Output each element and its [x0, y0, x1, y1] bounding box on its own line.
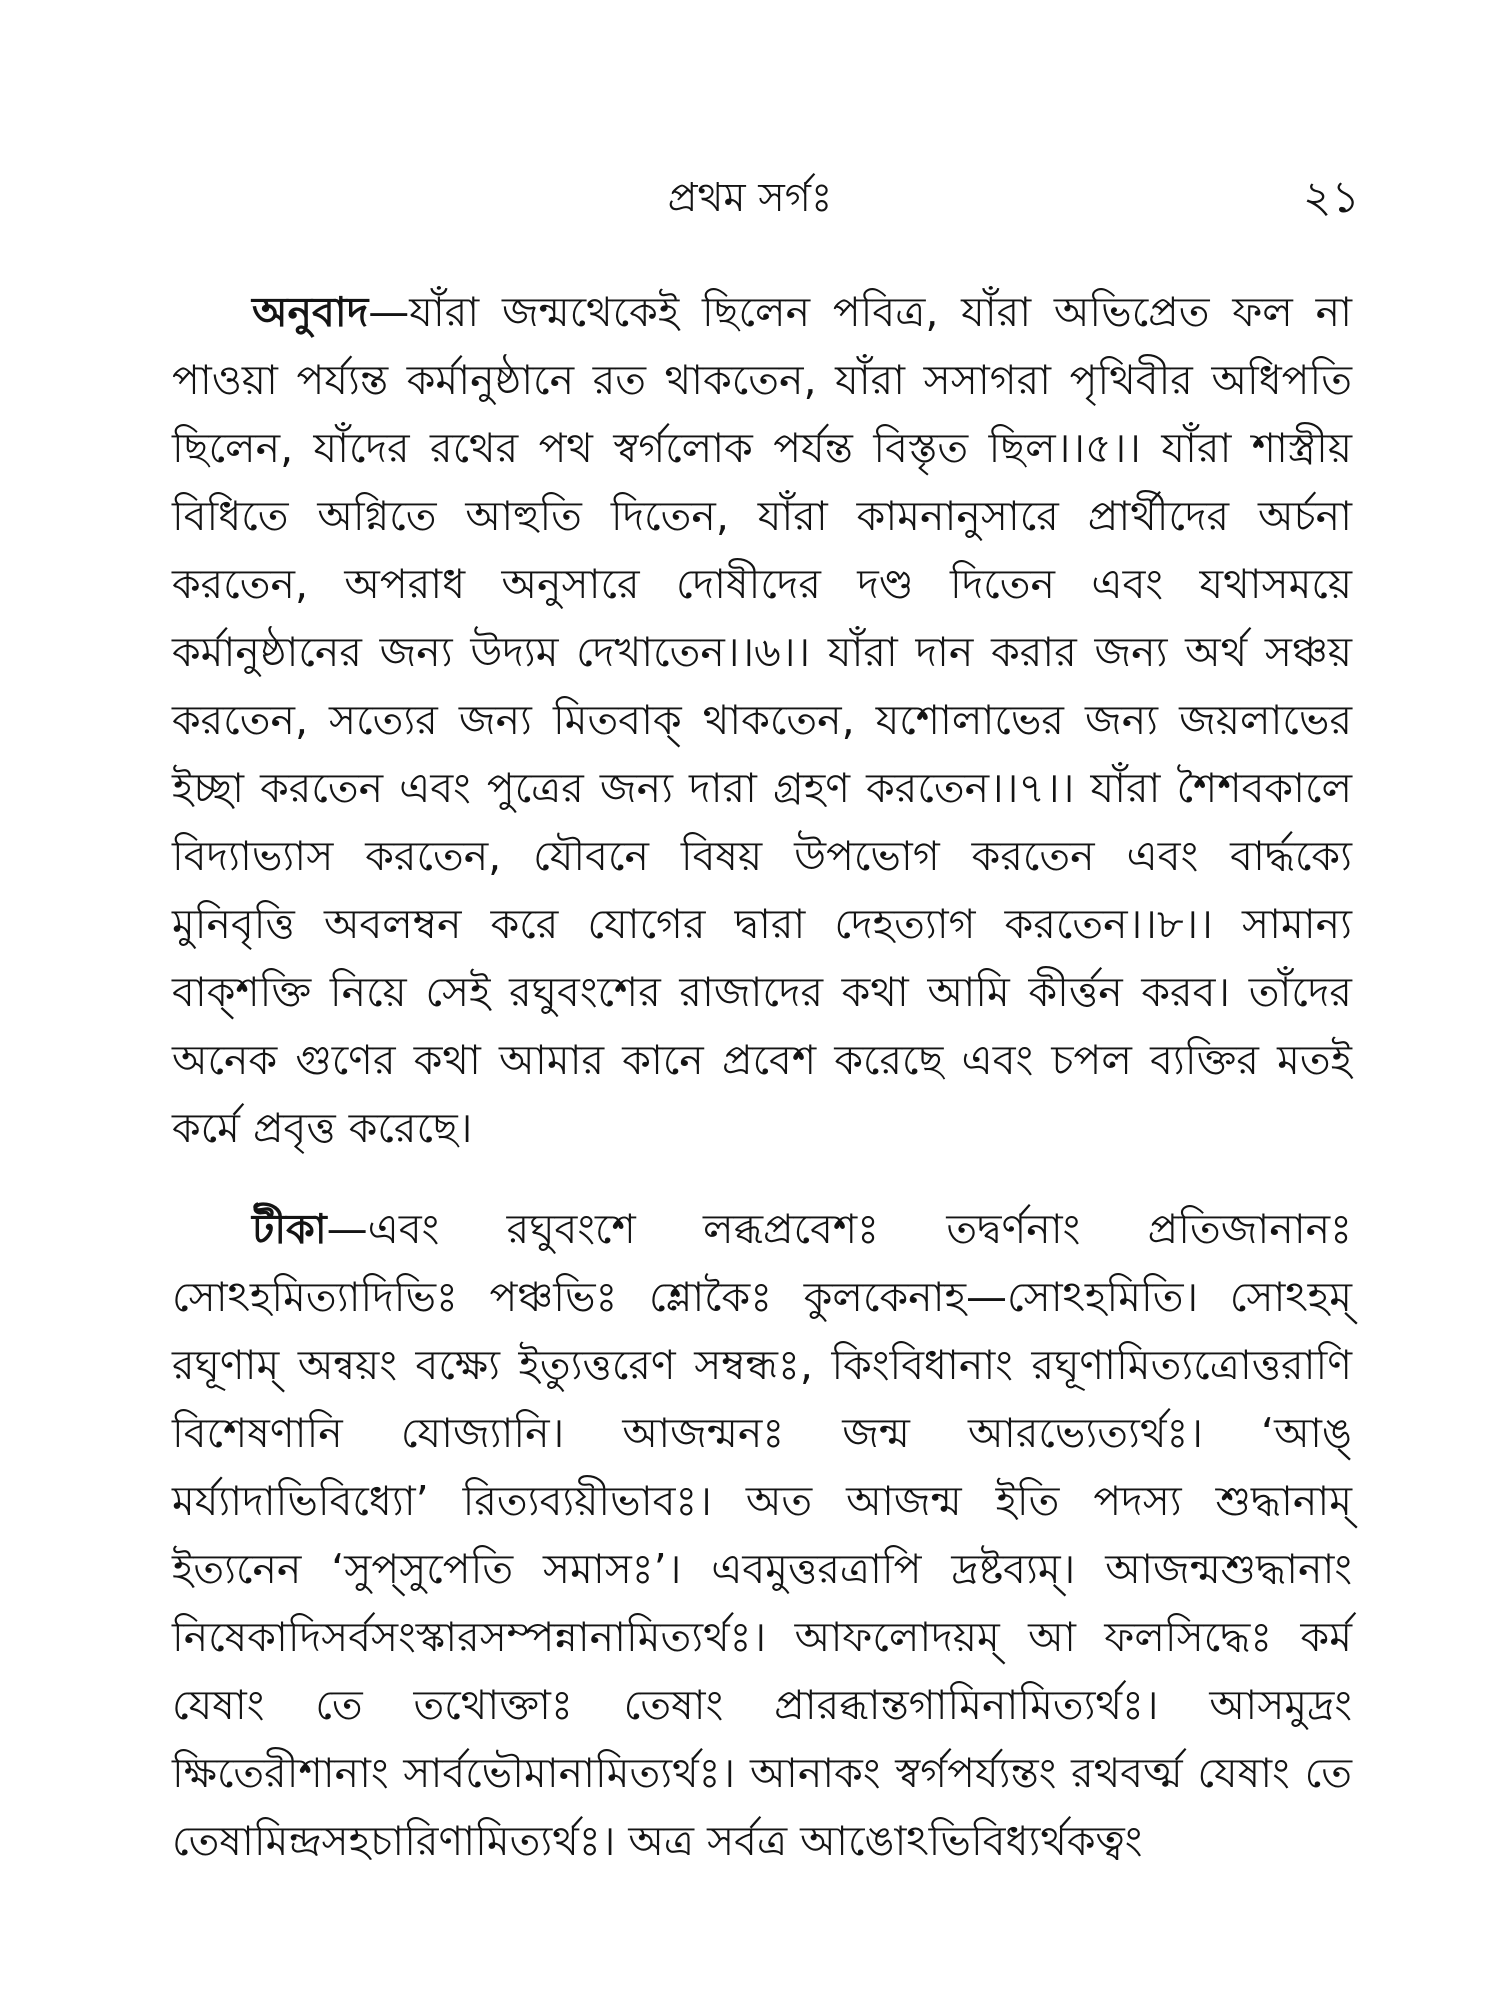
running-head	[0, 168, 1500, 228]
translation-label: অনুবাদ	[252, 288, 369, 336]
running-title: প্রথম সর্গঃ	[667, 175, 833, 221]
page-number: ২১	[1302, 172, 1360, 223]
commentary-text: —এবং রঘুবংশে লব্ধপ্রবেশঃ তদ্বর্ণনাং প্রতিজানানঃ সোঽহমিত্যাদিভিঃ পঞ্চভিঃ শ্লোকৈঃ কুলকেনাহ—সোঽহমিতি। সোঽহম্ রঘূণাম্ অন্বয়ং বক্ষ্যে ইত্যুত্তরেণ সম্বন্ধঃ, কিংবিধানাং রঘূণামিত্যত্রোত্তরাণি বিশেষণানি যোজ্যানি। আজন্মনঃ জন্ম আরভ্যেত্যর্থঃ। ‘আঙ্ মর্য্যাদাভিবিধ্যো’ রিত্যব্যয়ীভাবঃ। অত আজন্ম ইতি পদস্য শুদ্ধানাম্ ইত্যনেন ‘সুপ্‌সুপেতি সমাসঃ’। এবমুত্তরত্রাপি দ্রষ্টব্যম্। আজন্মশুদ্ধানাং নিষেকাদিসর্বসংস্কারসম্পন্নানামিত্যর্থঃ। আফলোদয়ম্ আ ফলসিদ্ধেঃ কর্ম যেষাং তে তথোক্তাঃ তেষাং প্রারব্ধান্তগামিনামিত্যর্থঃ। আসমুদ্রং ক্ষিতেরীশানাং সার্বভৌমানামিত্যর্থঃ। আনাকং স্বর্গপর্য্যন্তং রথবর্ত্ম যেষাং তে তেষামিন্দ্রসহচারিণামিত্যর্থঃ। অত্র সর্বত্র আঙোঽভিবিধ্যর্থকত্বং	[172, 1205, 1352, 1865]
commentary-label: টীকা	[252, 1205, 327, 1253]
translation-text: —যাঁরা জন্মথেকেই ছিলেন পবিত্র, যাঁরা অভিপ্রেত ফল না পাওয়া পর্য্যন্ত কর্মানুষ্ঠানে রত থাকতেন, যাঁরা সসাগরা পৃথিবীর অধিপতি ছিলেন, যাঁদের রথের পথ স্বর্গলোক পর্যন্ত বিস্তৃত ছিল।।৫।। যাঁরা শাস্ত্রীয় বিধিতে অগ্নিতে আহুতি দিতেন, যাঁরা কামনানুসারে প্রার্থীদের অর্চনা করতেন, অপরাধ অনুসারে দোষীদের দণ্ড দিতেন এবং যথাসময়ে কর্মানুষ্ঠানের জন্য উদ্যম দেখাতেন।।৬।। যাঁরা দান করার জন্য অর্থ সঞ্চয় করতেন, সত্যের জন্য মিতবাক্ থাকতেন, যশোলাভের জন্য জয়লাভের ইচ্ছা করতেন এবং পুত্রের জন্য দারা গ্রহণ করতেন।।৭।। যাঁরা শৈশবকালে বিদ্যাভ্যাস করতেন, যৌবনে বিষয় উপভোগ করতেন এবং বার্দ্ধক্যে মুনিবৃত্তি অবলম্বন করে যোগের দ্বারা দেহত্যাগ করতেন।।৮।। সামান্য বাক্শক্তি নিয়ে সেই রঘুবংশের রাজাদের কথা আমি কীর্ত্তন করব। তাঁদের অনেক গুণের কথা আমার কানে প্রবেশ করেছে এবং চপল ব্যক্তির মতই কর্মে প্রবৃত্ত করেছে।	[172, 288, 1352, 1152]
commentary-paragraph	[172, 1195, 1352, 1875]
translation-paragraph	[172, 278, 1352, 1162]
